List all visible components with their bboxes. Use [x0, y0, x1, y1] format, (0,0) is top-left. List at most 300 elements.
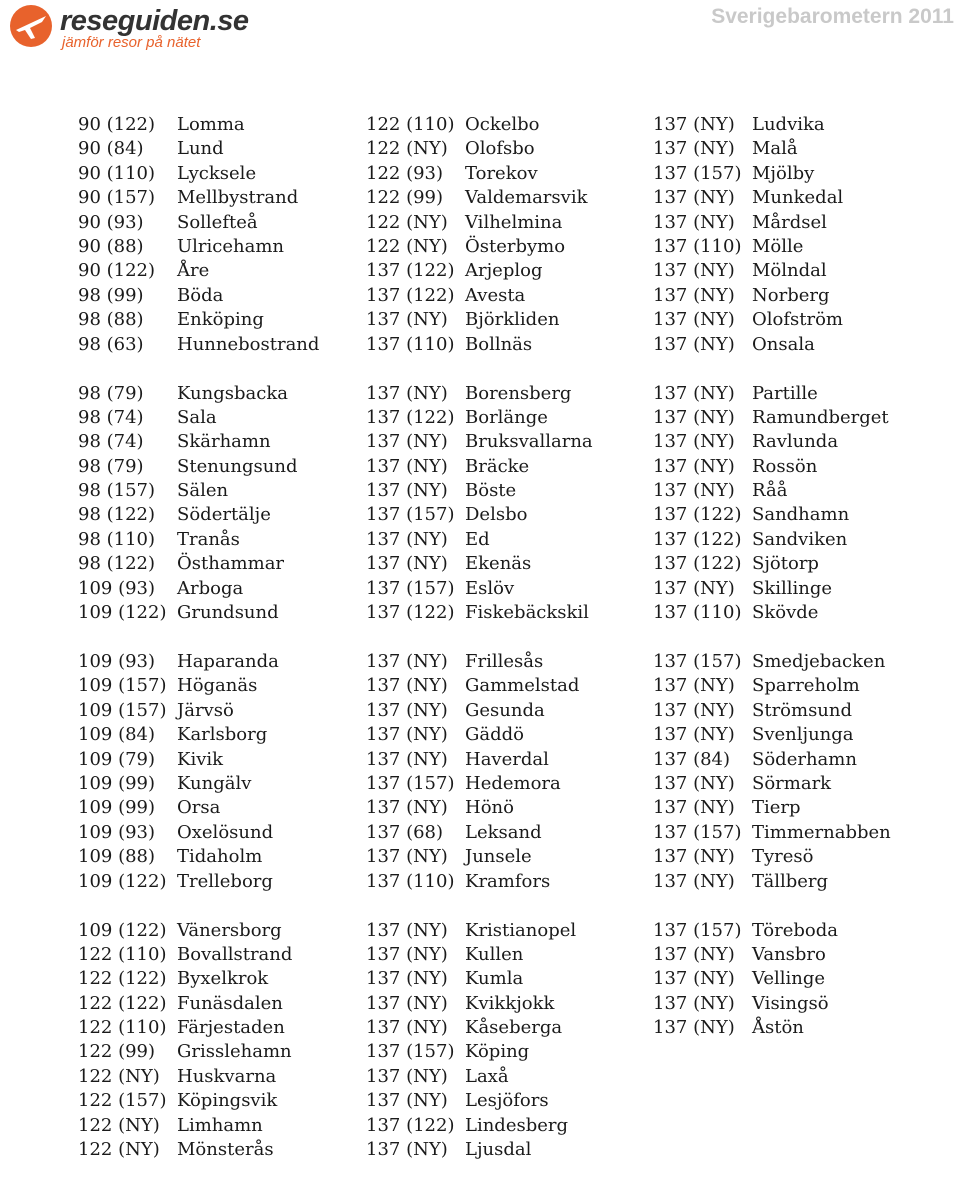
town-row [78, 528, 319, 552]
town-row [653, 796, 891, 820]
price-value: 137 (NY) [653, 699, 735, 721]
town-row [78, 577, 319, 601]
town-name: Limhamn [177, 1114, 263, 1136]
price-value: 137 (NY) [366, 699, 448, 721]
price-value: 122 (93) [366, 162, 444, 184]
town-name: Grisslehamn [177, 1041, 292, 1063]
town-name: Valdemarsvik [465, 187, 588, 209]
price-value: 137 (NY) [366, 943, 448, 965]
price-value: 122 (NY) [366, 138, 448, 160]
town-row [78, 967, 319, 991]
price-value: 90 (157) [78, 187, 156, 209]
town-row [366, 406, 593, 430]
price-value: 122 (110) [78, 943, 167, 965]
price-value: 137 (NY) [366, 797, 448, 819]
price-value: 137 (NY) [366, 1090, 448, 1112]
town-name: Tidaholm [177, 846, 263, 868]
town-name: Arjeplog [465, 260, 543, 282]
town-row [78, 259, 319, 283]
town-name: Bruksvallarna [465, 431, 593, 453]
town-row [653, 333, 891, 357]
town-row [366, 1040, 593, 1064]
town-row [366, 919, 593, 943]
price-value: 137 (NY) [366, 846, 448, 868]
price-value: 137 (NY) [366, 748, 448, 770]
price-value: 122 (NY) [78, 1065, 160, 1087]
price-value: 137 (157) [366, 504, 455, 526]
price-value: 137 (122) [653, 553, 742, 575]
town-row [78, 162, 319, 186]
price-value: 90 (122) [78, 260, 156, 282]
town-name: Kungälv [177, 772, 252, 794]
town-row [653, 308, 891, 332]
price-value: 137 (NY) [366, 919, 448, 941]
town-name: Böda [177, 284, 224, 306]
price-value: 122 (NY) [366, 211, 448, 233]
town-name: Östhammar [177, 553, 285, 575]
town-name: Lund [177, 138, 224, 160]
town-row [653, 382, 891, 406]
town-name: Trelleborg [177, 870, 273, 892]
town-name: Järvsö [177, 699, 234, 721]
town-name: Bräcke [465, 455, 530, 477]
town-group [366, 919, 593, 1163]
price-value: 137 (NY) [366, 480, 448, 502]
town-row [78, 845, 319, 869]
town-name: Kullen [465, 943, 524, 965]
town-row [78, 406, 319, 430]
town-name: Lindesberg [465, 1114, 569, 1136]
town-name: Munkedal [752, 187, 844, 209]
price-value: 137 (NY) [653, 382, 735, 404]
town-name: Bollnäs [465, 333, 533, 355]
town-row [653, 699, 891, 723]
town-name: Sparreholm [752, 675, 860, 697]
town-row [653, 430, 891, 454]
price-value: 137 (NY) [653, 724, 735, 746]
town-name: Hedemora [465, 772, 561, 794]
price-value: 137 (NY) [366, 1139, 448, 1161]
town-group [653, 113, 891, 357]
price-value: 109 (88) [78, 846, 156, 868]
price-value: 137 (122) [366, 602, 455, 624]
price-value: 137 (NY) [366, 309, 448, 331]
town-name: Junsele [465, 846, 532, 868]
price-value: 137 (157) [653, 919, 742, 941]
town-row [78, 113, 319, 137]
town-name: Vilhelmina [465, 211, 563, 233]
town-group [653, 650, 891, 894]
town-name: Töreboda [752, 919, 839, 941]
price-value: 137 (157) [653, 821, 742, 843]
town-name: Funäsdalen [177, 992, 283, 1014]
town-name: Malå [752, 138, 798, 160]
town-row [653, 137, 891, 161]
town-name: Köpingsvik [177, 1090, 278, 1112]
town-row [366, 430, 593, 454]
town-row [78, 137, 319, 161]
price-value: 109 (99) [78, 772, 156, 794]
price-value: 137 (NY) [653, 968, 735, 990]
town-row [366, 821, 593, 845]
town-row [653, 211, 891, 235]
town-name: Torekov [465, 162, 538, 184]
town-name: Mårdsel [752, 211, 827, 233]
price-value: 109 (157) [78, 675, 167, 697]
town-row [653, 284, 891, 308]
town-name: Hönö [465, 797, 514, 819]
town-row [366, 577, 593, 601]
town-name: Kåseberga [465, 1017, 563, 1039]
town-row [653, 821, 891, 845]
price-value: 122 (122) [78, 968, 167, 990]
town-name: Delsbo [465, 504, 528, 526]
town-row [78, 650, 319, 674]
town-row [366, 308, 593, 332]
price-value: 122 (110) [366, 114, 455, 135]
brand-name: reseguiden.se [60, 5, 249, 37]
town-row [78, 308, 319, 332]
brand-tagline: jämför resor på nätet [62, 34, 201, 51]
town-name: Ravlunda [752, 431, 839, 453]
town-row [366, 162, 593, 186]
town-row [78, 552, 319, 576]
town-name: Olofsbo [465, 138, 535, 160]
town-row [653, 1016, 891, 1040]
price-value: 98 (74) [78, 406, 144, 428]
town-row [366, 479, 593, 503]
town-row [366, 382, 593, 406]
town-name: Sala [177, 406, 217, 428]
town-row [78, 1040, 319, 1064]
town-name: Partille [752, 382, 818, 404]
town-name: Söderhamn [752, 748, 857, 770]
town-name: Sandhamn [752, 504, 850, 526]
town-row [366, 1114, 593, 1138]
price-value: 122 (122) [78, 992, 167, 1014]
price-value: 98 (79) [78, 455, 144, 477]
town-name: Avesta [465, 284, 526, 306]
price-value: 122 (157) [78, 1090, 167, 1112]
price-value: 137 (122) [366, 284, 455, 306]
town-row [366, 650, 593, 674]
town-row [653, 870, 891, 894]
town-row [653, 577, 891, 601]
town-name: Huskvarna [177, 1065, 277, 1087]
town-row [653, 479, 891, 503]
town-row [653, 186, 891, 210]
price-value: 137 (NY) [366, 455, 448, 477]
town-name: Gäddö [465, 724, 524, 746]
town-row [653, 259, 891, 283]
town-row [366, 1065, 593, 1089]
price-value: 137 (157) [366, 1041, 455, 1063]
price-value: 137 (84) [653, 748, 731, 770]
town-row [653, 162, 891, 186]
town-row [366, 967, 593, 991]
town-name: Skärhamn [177, 431, 271, 453]
town-name: Orsa [177, 797, 221, 819]
town-row [78, 284, 319, 308]
town-name: Sandviken [752, 528, 848, 550]
price-value: 137 (NY) [653, 211, 735, 233]
town-name: Södertälje [177, 504, 271, 526]
price-value: 137 (NY) [653, 772, 735, 794]
town-row [366, 284, 593, 308]
price-value: 137 (122) [366, 260, 455, 282]
price-value: 98 (157) [78, 480, 156, 502]
price-value: 109 (84) [78, 724, 156, 746]
town-row [78, 723, 319, 747]
price-value: 137 (110) [653, 602, 742, 624]
price-value: 109 (99) [78, 797, 156, 819]
town-name: Sjötorp [752, 553, 819, 575]
price-value: 109 (93) [78, 821, 156, 843]
price-value: 122 (110) [78, 1017, 167, 1039]
town-row [366, 772, 593, 796]
town-name: Gesunda [465, 699, 545, 721]
town-name: Eslöv [465, 577, 515, 599]
town-row [366, 1089, 593, 1113]
town-name: Borensberg [465, 382, 572, 404]
town-name: Tierp [752, 797, 801, 819]
town-row [653, 723, 891, 747]
town-row [366, 748, 593, 772]
price-value: 109 (122) [78, 602, 167, 624]
price-value: 137 (NY) [366, 724, 448, 746]
town-name: Kramfors [465, 870, 551, 892]
town-name: Åre [177, 260, 210, 282]
price-value: 137 (NY) [653, 480, 735, 502]
town-row [366, 601, 593, 625]
town-row [366, 845, 593, 869]
town-name: Färjestaden [177, 1017, 285, 1039]
town-name: Onsala [752, 333, 815, 355]
price-value: 98 (88) [78, 309, 144, 331]
price-value: 90 (88) [78, 235, 144, 257]
town-group [366, 650, 593, 894]
town-row [78, 674, 319, 698]
price-value: 137 (NY) [366, 1017, 448, 1039]
town-row [366, 211, 593, 235]
town-row [78, 479, 319, 503]
price-value: 137 (NY) [366, 553, 448, 575]
price-value: 137 (122) [653, 528, 742, 550]
price-value: 137 (NY) [653, 333, 735, 355]
price-value: 122 (99) [366, 187, 444, 209]
town-row [78, 992, 319, 1016]
price-value: 137 (NY) [653, 992, 735, 1014]
town-row [653, 674, 891, 698]
town-row [78, 943, 319, 967]
price-value: 137 (NY) [653, 1017, 735, 1039]
price-value: 122 (NY) [78, 1139, 160, 1161]
town-row [366, 552, 593, 576]
town-name: Ljusdal [465, 1139, 532, 1161]
town-row [653, 845, 891, 869]
town-name: Kristianopel [465, 919, 577, 941]
town-name: Borlänge [465, 406, 548, 428]
price-value: 137 (110) [366, 870, 455, 892]
town-name: Sälen [177, 480, 229, 502]
price-value: 137 (NY) [366, 651, 448, 672]
town-row [78, 211, 319, 235]
town-name: Österbymo [465, 235, 566, 257]
price-value: 98 (63) [78, 333, 144, 355]
price-value: 98 (110) [78, 528, 156, 550]
town-name: Ramundberget [752, 406, 889, 428]
airplane-icon [8, 3, 54, 49]
price-value: 90 (84) [78, 138, 144, 160]
town-row [653, 772, 891, 796]
price-value: 122 (99) [78, 1041, 156, 1063]
town-row [78, 796, 319, 820]
price-value: 137 (110) [366, 333, 455, 355]
town-group [78, 919, 319, 1163]
town-name: Oxelösund [177, 821, 274, 843]
price-value: 137 (NY) [366, 528, 448, 550]
price-value: 90 (93) [78, 211, 144, 233]
price-value: 137 (NY) [653, 797, 735, 819]
price-value: 137 (157) [653, 162, 742, 184]
town-row [366, 528, 593, 552]
town-row [653, 992, 891, 1016]
town-name: Smedjebacken [752, 651, 886, 672]
town-row [653, 503, 891, 527]
town-row [78, 870, 319, 894]
town-row [78, 186, 319, 210]
price-value: 137 (122) [366, 406, 455, 428]
town-row [653, 748, 891, 772]
town-name: Björkliden [465, 309, 560, 331]
price-value: 109 (157) [78, 699, 167, 721]
town-name: Kivik [177, 748, 224, 770]
town-name: Svenljunga [752, 724, 854, 746]
price-value: 137 (122) [653, 504, 742, 526]
town-name: Byxelkrok [177, 968, 269, 990]
town-row [78, 382, 319, 406]
town-row [653, 967, 891, 991]
town-row [366, 699, 593, 723]
town-name: Ludvika [752, 114, 825, 135]
price-value: 137 (157) [366, 772, 455, 794]
town-row [366, 455, 593, 479]
price-column-1 [78, 113, 319, 1187]
price-value: 90 (110) [78, 162, 156, 184]
town-name: Mölle [752, 235, 804, 257]
price-value: 137 (NY) [653, 455, 735, 477]
town-name: Tranås [177, 528, 240, 550]
town-group [78, 650, 319, 894]
price-value: 137 (NY) [653, 138, 735, 160]
town-name: Lomma [177, 114, 245, 135]
town-name: Mölndal [752, 260, 827, 282]
town-name: Karlsborg [177, 724, 268, 746]
price-value: 137 (NY) [366, 382, 448, 404]
town-row [366, 186, 593, 210]
town-name: Kungsbacka [177, 382, 288, 404]
town-name: Kvikkjokk [465, 992, 555, 1014]
town-name: Åstön [752, 1017, 804, 1039]
price-value: 137 (NY) [653, 309, 735, 331]
price-column-2 [366, 113, 593, 1187]
town-name: Skövde [752, 602, 819, 624]
town-row [366, 113, 593, 137]
price-value: 137 (NY) [653, 114, 735, 135]
price-value: 90 (122) [78, 114, 156, 135]
town-name: Timmernabben [752, 821, 891, 843]
price-value: 137 (122) [366, 1114, 455, 1136]
town-group [653, 382, 891, 626]
town-row [366, 333, 593, 357]
town-row [78, 235, 319, 259]
town-row [366, 137, 593, 161]
town-name: Frillesås [465, 651, 544, 672]
price-value: 98 (79) [78, 382, 144, 404]
price-value: 137 (157) [366, 577, 455, 599]
town-row [366, 723, 593, 747]
town-row [78, 503, 319, 527]
town-name: Leksand [465, 821, 542, 843]
price-value: 137 (NY) [653, 870, 735, 892]
town-name: Kumla [465, 968, 524, 990]
town-row [653, 919, 891, 943]
town-row [78, 772, 319, 796]
town-group [366, 113, 593, 357]
town-name: Arboga [177, 577, 244, 599]
town-row [653, 406, 891, 430]
town-row [366, 674, 593, 698]
town-row [366, 943, 593, 967]
town-group [78, 382, 319, 626]
town-row [366, 1138, 593, 1162]
town-row [366, 235, 593, 259]
town-name: Skillinge [752, 577, 833, 599]
town-name: Enköping [177, 309, 264, 331]
town-name: Haparanda [177, 651, 279, 672]
price-value: 137 (NY) [366, 675, 448, 697]
town-name: Haverdal [465, 748, 549, 770]
town-row [366, 992, 593, 1016]
town-name: Mjölby [752, 162, 815, 184]
town-name: Ockelbo [465, 114, 540, 135]
price-value: 122 (NY) [366, 235, 448, 257]
town-name: Strömsund [752, 699, 853, 721]
price-value: 98 (74) [78, 431, 144, 453]
price-value: 137 (NY) [366, 1065, 448, 1087]
town-row [653, 552, 891, 576]
town-name: Fiskebäckskil [465, 602, 589, 624]
town-name: Visingsö [752, 992, 829, 1014]
price-value: 137 (110) [653, 235, 742, 257]
town-name: Olofström [752, 309, 843, 331]
town-row [366, 796, 593, 820]
town-row [78, 601, 319, 625]
town-name: Tyresö [752, 846, 814, 868]
town-row [366, 259, 593, 283]
town-name: Vansbro [752, 943, 826, 965]
price-value: 137 (NY) [366, 431, 448, 453]
town-group [78, 113, 319, 357]
town-name: Köping [465, 1041, 530, 1063]
town-name: Sörmark [752, 772, 832, 794]
price-value: 137 (NY) [653, 260, 735, 282]
price-value: 137 (NY) [653, 846, 735, 868]
price-value: 137 (NY) [366, 992, 448, 1014]
town-row [653, 601, 891, 625]
price-value: 109 (93) [78, 651, 156, 672]
price-value: 137 (NY) [653, 406, 735, 428]
